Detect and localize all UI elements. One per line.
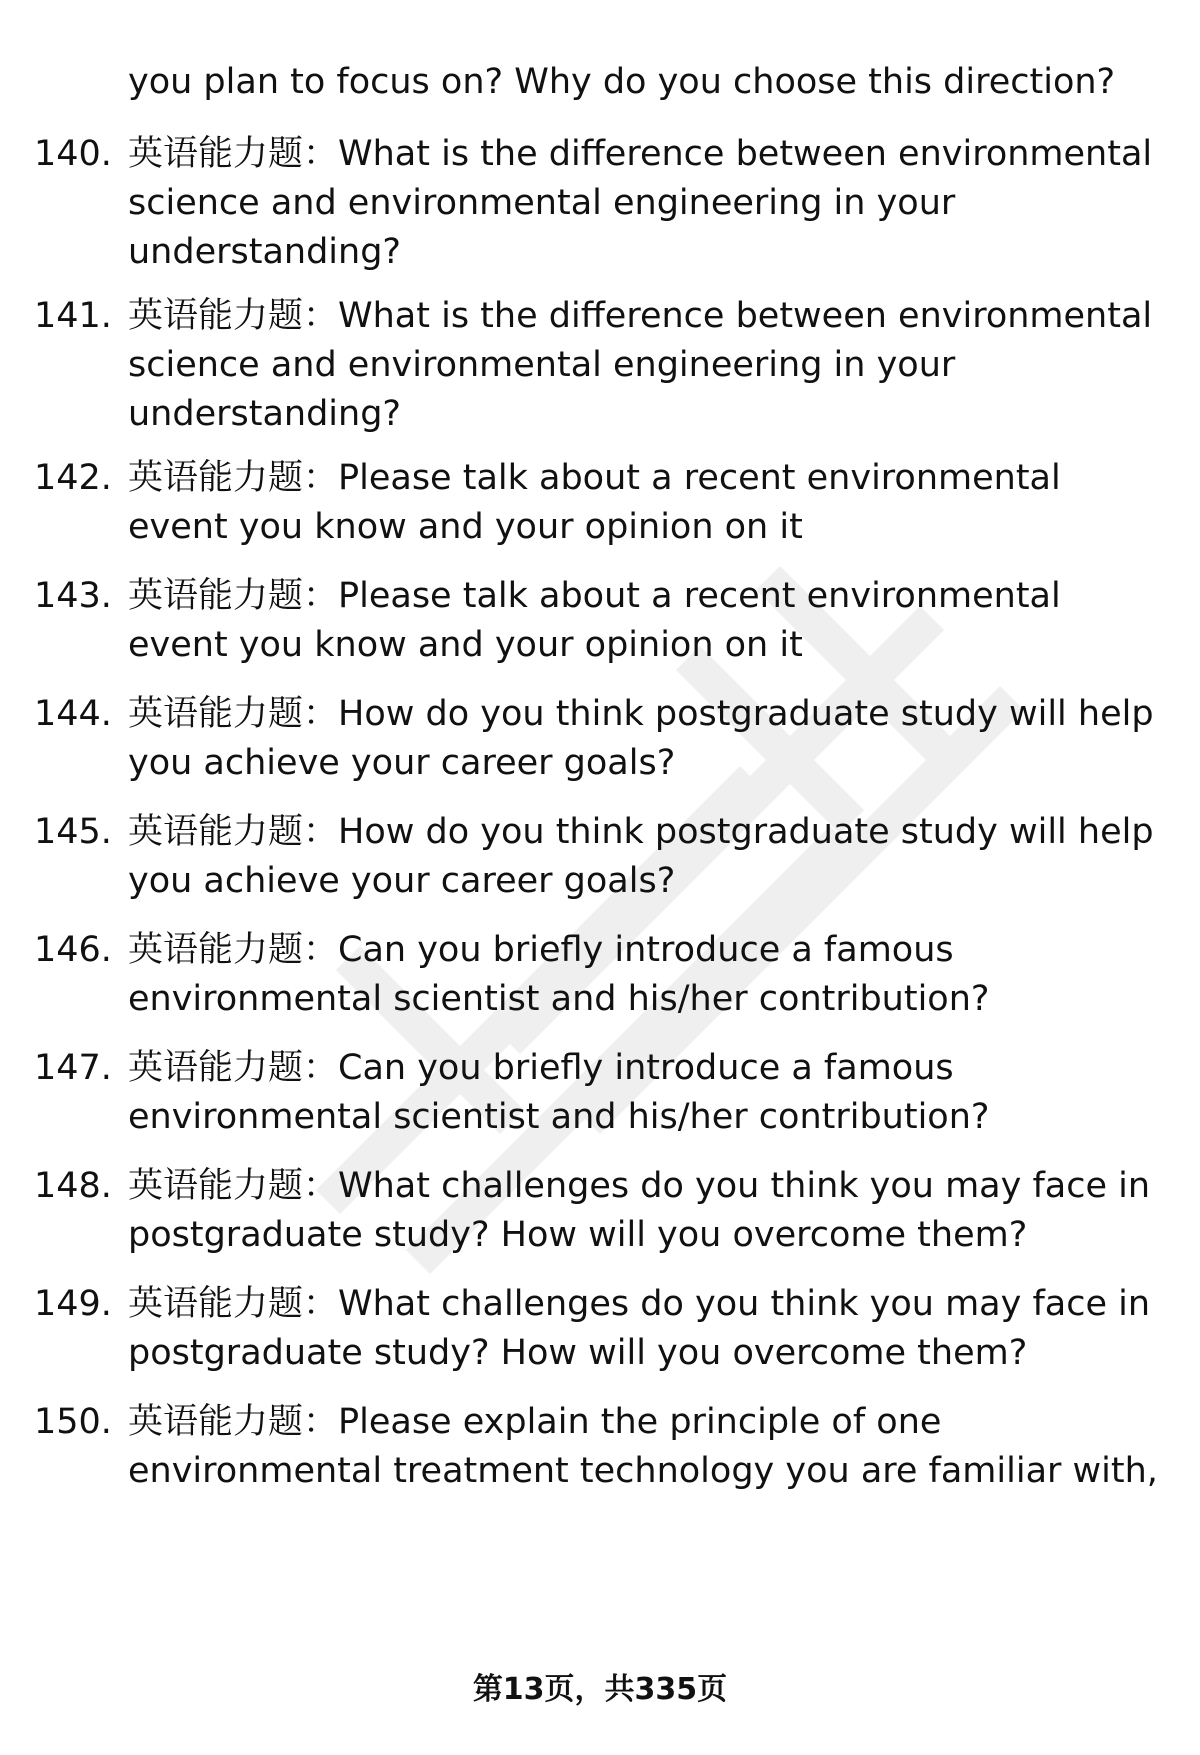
item-number: 141. bbox=[34, 296, 112, 336]
item-prefix: 英语能力题： bbox=[128, 1166, 339, 1206]
item-text-block bbox=[128, 454, 1158, 552]
item-number: 149. bbox=[34, 1284, 112, 1324]
item-question: Can you briefly introduce a famous environmental scientist and his/her contribution? bbox=[128, 1048, 990, 1137]
item-prefix: 英语能力题： bbox=[128, 1284, 339, 1324]
item-question: What is the difference between environmental science and environmental engineering in your understanding? bbox=[128, 296, 1153, 434]
item-question: Can you briefly introduce a famous environmental scientist and his/her contribution? bbox=[128, 930, 990, 1019]
item-prefix: 英语能力题： bbox=[128, 812, 339, 852]
item-text-block bbox=[128, 572, 1158, 670]
item-question: What is the difference between environmental science and environmental engineering in your understanding? bbox=[128, 134, 1153, 272]
item-prefix: 英语能力题： bbox=[128, 134, 339, 174]
item-number: 142. bbox=[34, 458, 112, 498]
item-text-block bbox=[128, 292, 1158, 439]
item-prefix: 英语能力题： bbox=[128, 296, 339, 336]
item-prefix: 英语能力题： bbox=[128, 458, 339, 498]
item-number: 146. bbox=[34, 930, 112, 970]
item-prefix: 英语能力题： bbox=[128, 930, 339, 970]
item-prefix: 英语能力题： bbox=[128, 1048, 339, 1088]
item-text-block bbox=[128, 926, 1158, 1024]
item-prefix: 英语能力题： bbox=[128, 694, 339, 734]
continued-question-text: you plan to focus on? Why do you choose this direction? bbox=[128, 62, 1116, 102]
item-prefix: 英语能力题： bbox=[128, 1402, 339, 1442]
item-question: What challenges do you think you may face in postgraduate study? How will you overcome them? bbox=[128, 1166, 1151, 1255]
item-prefix: 英语能力题： bbox=[128, 576, 339, 616]
item-number: 143. bbox=[34, 576, 112, 616]
item-number: 144. bbox=[34, 694, 112, 734]
item-question: How do you think postgraduate study will help you achieve your career goals? bbox=[128, 812, 1154, 901]
item-question: Please talk about a recent environmental event you know and your opinion on it bbox=[128, 576, 1061, 665]
item-text-block bbox=[128, 1280, 1158, 1378]
item-question: How do you think postgraduate study will help you achieve your career goals? bbox=[128, 694, 1154, 783]
item-number: 145. bbox=[34, 812, 112, 852]
item-number: 147. bbox=[34, 1048, 112, 1088]
item-number: 150. bbox=[34, 1402, 112, 1442]
item-number: 148. bbox=[34, 1166, 112, 1206]
item-question: Please talk about a recent environmental event you know and your opinion on it bbox=[128, 458, 1061, 547]
item-question: Please explain the principle of one environmental treatment technology you are familiar with, bbox=[128, 1402, 1158, 1491]
item-text-block bbox=[128, 690, 1158, 788]
item-text-block bbox=[128, 1044, 1158, 1142]
item-text-block bbox=[128, 808, 1158, 906]
item-text-block bbox=[128, 1162, 1158, 1260]
item-question: What challenges do you think you may face in postgraduate study? How will you overcome them? bbox=[128, 1284, 1151, 1373]
item-text-block bbox=[128, 1398, 1158, 1496]
item-number: 140. bbox=[34, 134, 112, 174]
item-text-block bbox=[128, 130, 1158, 277]
page-footer: 第13页，共335页 bbox=[472, 1672, 728, 1707]
